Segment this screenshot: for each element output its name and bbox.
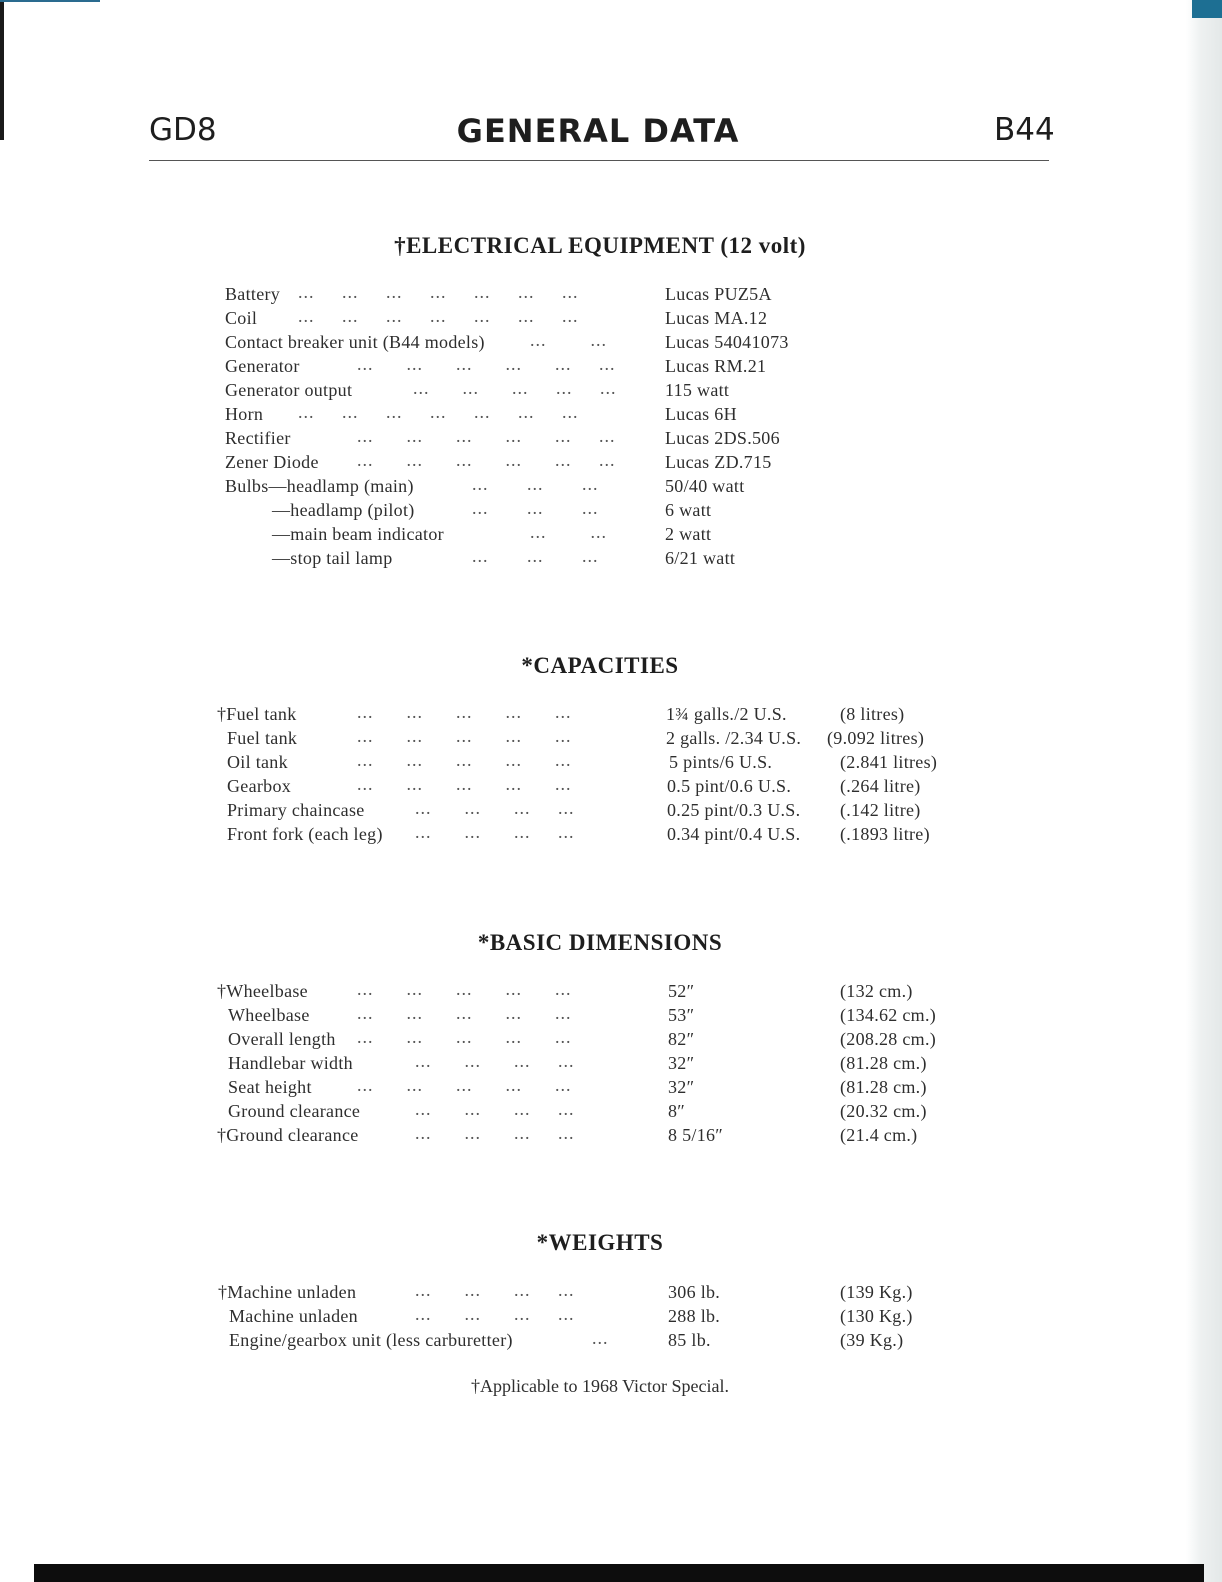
capacity-row [0,704,1200,728]
weight-row [0,1282,1200,1306]
row-label: Horn [225,404,264,424]
capacity-row [0,800,1200,824]
row-label: Coil [225,308,258,328]
row-value: 0.5 pint/0.6 U.S. [667,776,792,796]
electrical-row [0,356,1200,380]
row-value: 0.25 pint/0.3 U.S. [667,800,801,820]
row-value: 2 watt [665,524,712,544]
leader-dots: ... ... [530,330,607,350]
row-label: Zener Diode [225,452,319,472]
row-label: Overall length [228,1029,336,1049]
row-value: 306 lb. [668,1282,721,1302]
weights-section-title: *WEIGHTS [536,1230,664,1255]
leader-dots: ... ... ... ... ... ... [357,354,616,374]
electrical-row [0,452,1200,476]
row-metric: (208.28 cm.) [840,1029,937,1049]
row-value: Lucas 54041073 [665,332,789,352]
row-value: Lucas RM.21 [665,356,767,376]
row-metric: (81.28 cm.) [840,1053,927,1073]
leader-dots: ... ... ... ... ... [357,1003,572,1023]
electrical-row [0,284,1200,308]
row-metric: (.1893 litre) [840,824,930,844]
row-label: —main beam indicator [272,524,444,544]
page-code: GD8 [149,112,217,148]
weight-row [0,1330,1200,1354]
row-label: Rectifier [225,428,291,448]
row-value: 2 galls. /2.34 U.S. [666,728,802,748]
electrical-row [0,500,1200,524]
leader-dots: ... ... ... ... [415,1280,575,1300]
row-value: Lucas ZD.715 [665,452,772,472]
row-label: Engine/gearbox unit (less carburetter) [229,1330,513,1350]
leader-dots: ... ... [530,522,607,542]
leader-dots: ... ... ... ... [415,1051,575,1071]
row-value: 8″ [668,1101,686,1121]
row-label: Bulbs—headlamp (main) [225,476,414,496]
leader-dots: ... ... ... ... ... [413,378,617,398]
weight-row [0,1306,1200,1330]
electrical-row [0,548,1200,572]
electrical-row [0,332,1200,356]
leader-dots: ... ... ... ... ... [357,774,572,794]
row-metric: (9.092 litres) [827,728,925,748]
electrical-section-title: †ELECTRICAL EQUIPMENT (12 volt) [394,233,806,258]
row-label: †Machine unladen [218,1282,357,1302]
leader-dots: ... ... ... ... ... [357,1027,572,1047]
header-rule [149,160,1049,161]
leader-dots: ... ... ... [472,546,599,566]
dimension-row [0,1029,1200,1053]
row-value: Lucas 2DS.506 [665,428,780,448]
leader-dots: ... ... ... ... ... [357,702,572,722]
row-value: 50/40 watt [665,476,745,496]
leader-dots: ... ... ... ... [415,822,575,842]
leader-dots: ... ... ... [472,498,599,518]
row-value: 288 lb. [668,1306,721,1326]
row-label: Handlebar width [228,1053,353,1073]
electrical-row [0,428,1200,452]
row-metric: (.142 litre) [840,800,921,820]
electrical-row [0,308,1200,332]
row-metric: (132 cm.) [840,981,913,1001]
row-metric: (20.32 cm.) [840,1101,927,1121]
row-value: 32″ [668,1077,695,1097]
row-metric: (.264 litre) [840,776,921,796]
row-label: —stop tail lamp [272,548,393,568]
row-value: Lucas MA.12 [665,308,768,328]
electrical-row [0,404,1200,428]
capacities-section-title: *CAPACITIES [521,653,679,678]
leader-dots: ... ... ... ... ... ... [357,426,616,446]
row-value: 6 watt [665,500,712,520]
row-value: 115 watt [665,380,730,400]
row-label: Wheelbase [228,1005,310,1025]
dimension-row [0,981,1200,1005]
leader-dots: ... ... ... ... ... ... ... [298,402,579,422]
electrical-row [0,476,1200,500]
row-value: 52″ [668,981,695,1001]
row-label: Seat height [228,1077,312,1097]
row-value: 32″ [668,1053,695,1073]
leader-dots: ... ... ... ... [415,1123,575,1143]
capacity-row [0,824,1200,848]
row-label: —headlamp (pilot) [272,500,415,520]
row-label: Machine unladen [229,1306,358,1326]
row-label: Oil tank [227,752,288,772]
row-metric: (8 litres) [840,704,905,724]
capacity-row [0,752,1200,776]
applicability-footnote: †Applicable to 1968 Victor Special. [470,1376,730,1396]
leader-dots: ... ... ... ... ... ... [357,450,616,470]
dimension-row [0,1125,1200,1149]
row-value: 1¾ galls./2 U.S. [666,704,787,724]
row-value: Lucas PUZ5A [665,284,772,304]
page-title: GENERAL DATA [456,112,740,150]
row-label: Generator [225,356,300,376]
dimension-row [0,1101,1200,1125]
row-value: 5 pints/6 U.S. [669,752,773,772]
row-label: Ground clearance [228,1101,361,1121]
leader-dots: ... ... ... [472,474,599,494]
leader-dots: ... [592,1328,609,1348]
dimension-row [0,1005,1200,1029]
dimension-row [0,1053,1200,1077]
row-metric: (130 Kg.) [840,1306,913,1326]
row-value: 85 lb. [668,1330,711,1350]
row-metric: (134.62 cm.) [840,1005,937,1025]
row-label: †Ground clearance [217,1125,359,1145]
leader-dots: ... ... ... ... [415,798,575,818]
row-value: Lucas 6H [665,404,737,424]
row-label: Fuel tank [227,728,298,748]
dimension-row [0,1077,1200,1101]
row-value: 8 5/16″ [668,1125,724,1145]
row-metric: (2.841 litres) [840,752,938,772]
leader-dots: ... ... ... ... ... ... ... [298,282,579,302]
dimensions-section-title: *BASIC DIMENSIONS [477,930,723,955]
row-value: 82″ [668,1029,695,1049]
leader-dots: ... ... ... ... ... ... ... [298,306,579,326]
electrical-row [0,524,1200,548]
row-label: †Wheelbase [217,981,308,1001]
row-metric: (139 Kg.) [840,1282,913,1302]
row-label: Front fork (each leg) [227,824,383,844]
row-label: Generator output [225,380,353,400]
leader-dots: ... ... ... ... ... [357,750,572,770]
leader-dots: ... ... ... ... ... [357,979,572,999]
model-code: B44 [994,112,1055,148]
capacity-row [0,776,1200,800]
row-metric: (39 Kg.) [840,1330,904,1350]
bottom-scan-band [34,1564,1204,1582]
leader-dots: ... ... ... ... [415,1099,575,1119]
leader-dots: ... ... ... ... ... [357,726,572,746]
row-label: †Fuel tank [217,704,297,724]
row-label: Primary chaincase [227,800,365,820]
capacity-row [0,728,1200,752]
row-value: 0.34 pint/0.4 U.S. [667,824,801,844]
page-edge-top [0,0,100,2]
row-metric: (81.28 cm.) [840,1077,927,1097]
row-label: Contact breaker unit (B44 models) [225,332,485,352]
page-edge-right-accent [1192,0,1222,18]
row-label: Battery [225,284,281,304]
leader-dots: ... ... ... ... [415,1304,575,1324]
row-label: Gearbox [227,776,292,796]
row-metric: (21.4 cm.) [840,1125,918,1145]
electrical-row [0,380,1200,404]
leader-dots: ... ... ... ... ... [357,1075,572,1095]
row-value: 6/21 watt [665,548,736,568]
row-value: 53″ [668,1005,695,1025]
